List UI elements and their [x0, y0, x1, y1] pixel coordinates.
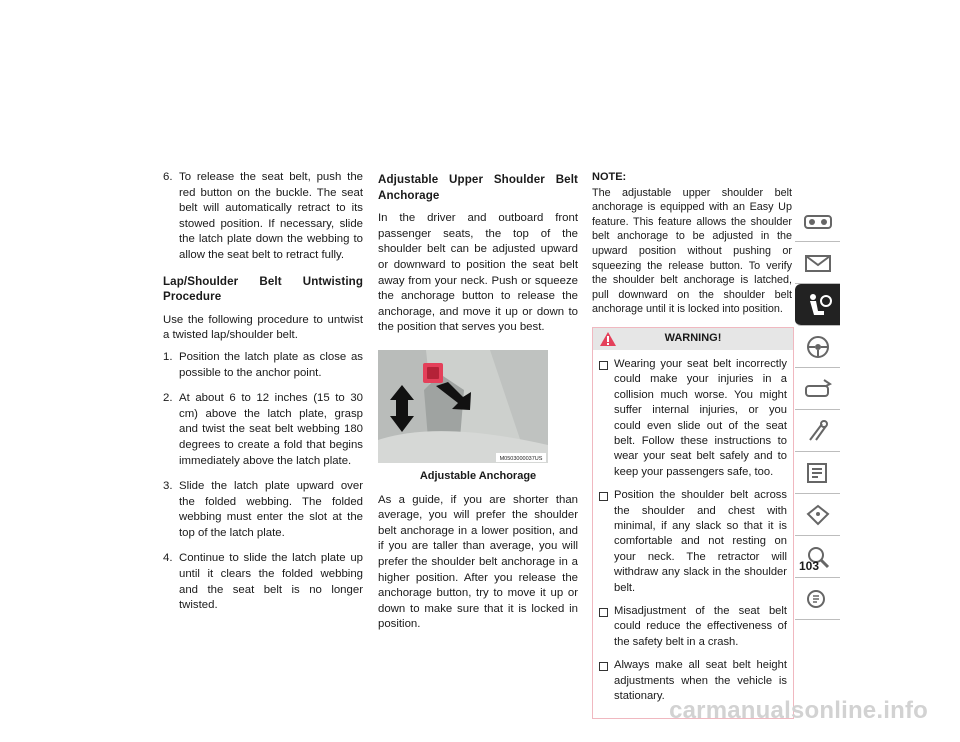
procedure-step: [163, 170, 363, 264]
tag-icon: [802, 502, 834, 528]
procedure-step: [163, 551, 363, 613]
warning-item: [599, 604, 787, 650]
note-label: NOTE:: [592, 171, 627, 183]
steering-wheel-icon: [802, 334, 834, 360]
image-code: M0503000037US: [499, 455, 543, 462]
warning-title: WARNING!: [664, 332, 722, 345]
index-icon: [802, 586, 834, 612]
tools-icon: [802, 418, 834, 444]
step-number: 2.: [163, 392, 173, 405]
watermark: carmanualsonline.info: [669, 697, 928, 724]
step-number: 4.: [163, 552, 173, 565]
anchorage-drawing: [378, 350, 548, 463]
procedure-step: [163, 479, 363, 541]
bullet-square-icon: [599, 492, 608, 501]
step-text: At about 6 to 12 inches (15 to 30 cm) above the latch plate, grasp and twist the seat belt webbing 180 degrees to create a fold that begins immediately above the latch plate.: [179, 392, 363, 467]
car-service-icon: [802, 460, 834, 486]
bullet-square-icon: [599, 662, 608, 671]
step-text: Continue to slide the latch plate up until it clears the folded webbing and the seat belt is no longer twisted.: [179, 552, 363, 612]
warning-body: [593, 350, 793, 719]
tab-car-service[interactable]: [795, 452, 840, 494]
bullet-square-icon: [599, 608, 608, 617]
warning-triangle-icon: [599, 331, 617, 353]
procedure-step: [163, 350, 363, 381]
tab-envelope[interactable]: [795, 242, 840, 284]
envelope-icon: [802, 250, 834, 276]
step-text: Position the latch plate as close as possible to the anchor point.: [179, 350, 363, 379]
car-dashboard-icon: [802, 208, 834, 234]
guide-paragraph: As a guide, if you are shorter than average, you will prefer the shoulder belt anchorage in a lower position, and if you are taller than average, you will prefer the shoulder belt anchorage in a higher position. After you release the anchorage button, try to move it up or down to make sure that it is locked in position.: [378, 493, 578, 631]
tab-steering-wheel[interactable]: [795, 326, 840, 368]
warning-text: Always make all seat belt height adjustments when the vehicle is stationary.: [614, 659, 787, 703]
seat-airbag-icon: [802, 291, 834, 319]
column-3: [592, 170, 792, 719]
anchorage-illustration: [378, 350, 548, 463]
warning-text: Position the shoulder belt across the shoulder and chest with minimal, if any slack so that it is comfortable and not resting on your neck. The retractor will withdraw any slack in the shoulder belt.: [614, 489, 787, 594]
tab-car-dashboard[interactable]: [795, 200, 840, 242]
step-number: 3.: [163, 480, 173, 493]
bullet-square-icon: [599, 361, 608, 370]
chapter-tabs: [795, 200, 840, 620]
tab-tools[interactable]: [795, 410, 840, 452]
tab-index[interactable]: [795, 578, 840, 620]
step-number: 6.: [163, 171, 173, 183]
warning-text: Wearing your seat belt incorrectly could make your injuries in a collision much worse. You might suffer internal injuries, or you could even slide out of the seat belt. Follow these instructions to wear your seat belt safely and to keep your passengers safe, too.: [614, 357, 787, 478]
tab-seat-airbag[interactable]: [795, 284, 840, 326]
intro-paragraph: Use the following procedure to untwist a twisted lap/shoulder belt.: [163, 313, 363, 342]
section-heading-anchorage: Adjustable Upper Shoulder Belt Anchorage: [378, 173, 578, 202]
figure-caption: Adjustable Anchorage: [419, 469, 537, 482]
tab-tag[interactable]: [795, 494, 840, 536]
warning-item: [599, 357, 787, 480]
column-1: [163, 170, 363, 624]
warning-text: Misadjustment of the seat belt could reduce the effectiveness of the safety belt in a crash.: [614, 605, 787, 648]
note-text: The adjustable upper shoulder belt anchorage is equipped with an Easy Up feature. This feature allows the shoulder belt anchorage to be adjusted in the upward position without pushing or squeezing the release button. To verify the shoulder belt anchorage is latched, pull downward on the shoulder belt anchorage until it is locked into position.: [592, 186, 792, 316]
step-text: To release the seat belt, push the red button on the buckle. The seat belt will automatically retract to its stowed position. If necessary, slide the latch plate down the webbing to allow the seat belt to retract fully.: [179, 171, 363, 261]
anchorage-paragraph: In the driver and outboard front passenger seats, the top of the shoulder belt can be adjusted upward or downward to position the seat belt away from your neck. Push or squeeze the anchorage button to release the anchorage, and move it up or down to the position that serves you best.: [378, 212, 578, 334]
warning-item: [599, 488, 787, 596]
page-number: 103: [799, 559, 820, 573]
column-2: [378, 170, 578, 643]
tab-car-crash[interactable]: [795, 368, 840, 410]
car-crash-icon: [802, 376, 834, 402]
warning-header: [593, 328, 793, 350]
step-number: 1.: [163, 350, 173, 363]
step-text: Slide the latch plate upward over the folded webbing. The folded webbing must enter the slot at the top of the latch plate.: [179, 480, 363, 539]
procedure-step: [163, 391, 363, 469]
warning-box: [592, 327, 794, 720]
section-heading-untwisting: Lap/Shoulder Belt Untwisting Procedure: [163, 274, 363, 304]
